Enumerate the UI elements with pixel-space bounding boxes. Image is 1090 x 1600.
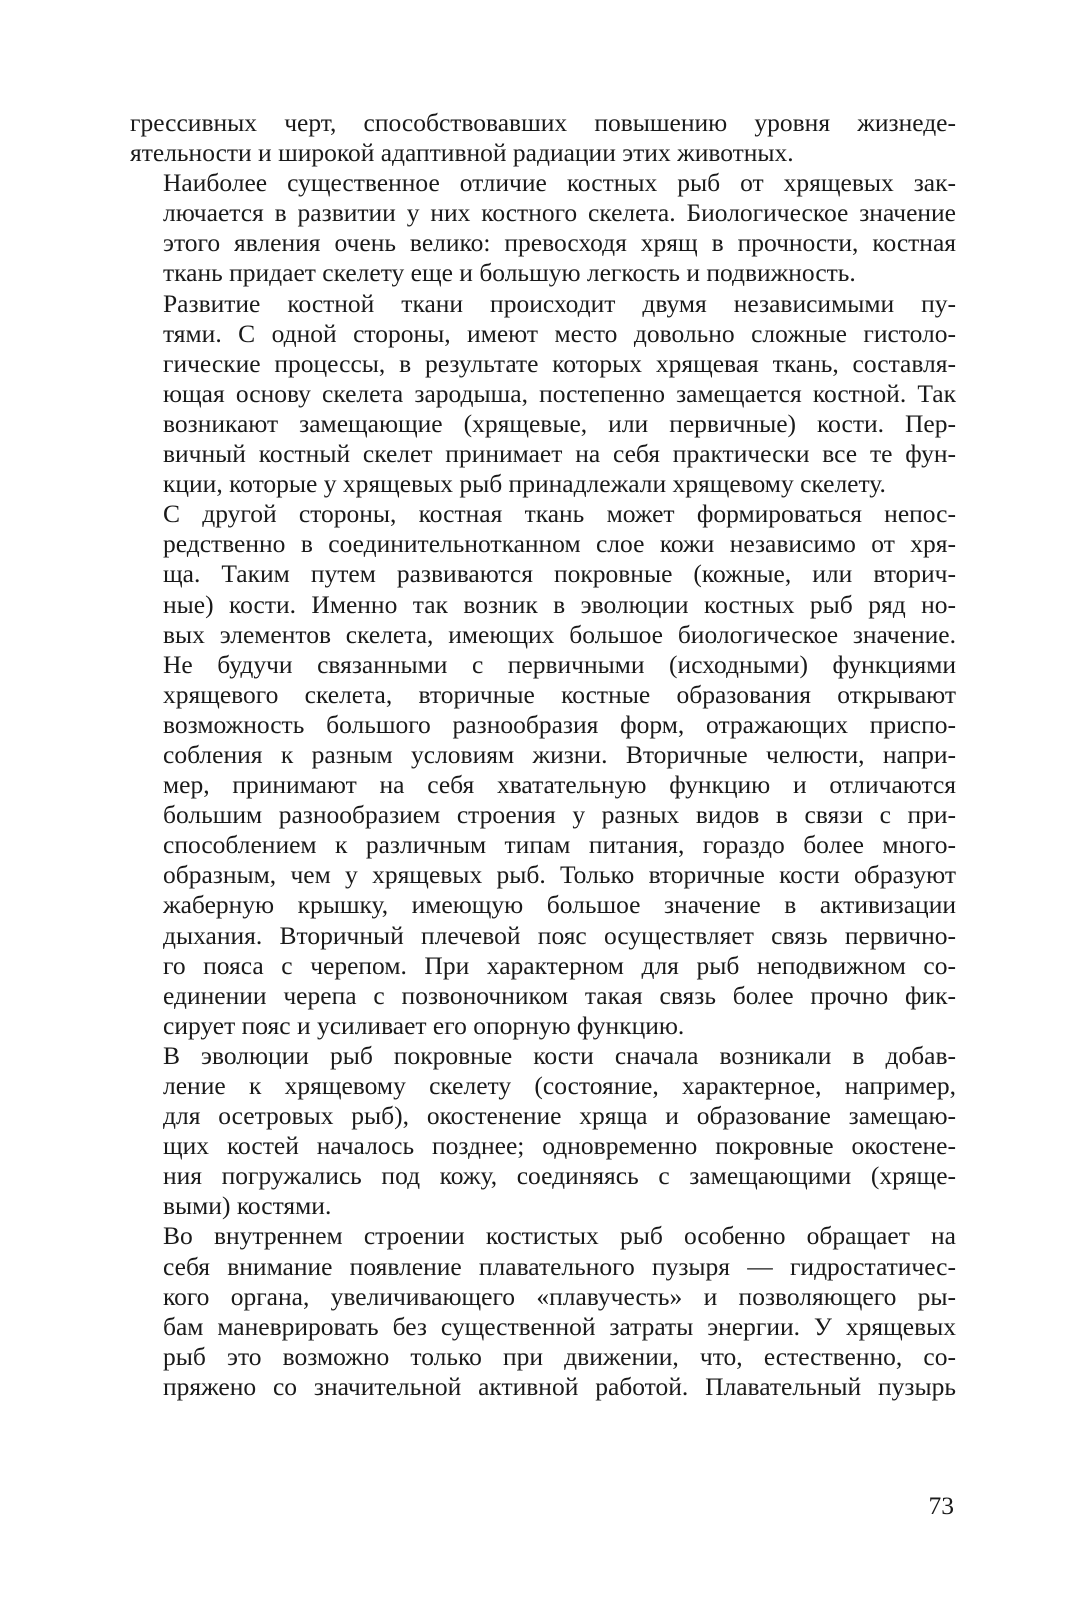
text-line: способлением к различным типам питания, гораздо более много-: [163, 830, 956, 860]
paragraph: [130, 168, 956, 288]
text-line: С другой стороны, костная ткань может формироваться непос-: [163, 499, 956, 529]
text-line: редственно в соединительнотканном слое кожи независимо от хря-: [163, 529, 956, 559]
text-line: вичный костный скелет принимает на себя практически все те фун-: [163, 439, 956, 469]
text-line: рыб это возможно только при движении, что, естественно, со-: [163, 1341, 956, 1371]
text-line: сирует пояс и усиливает его опорную функцию.: [163, 1010, 685, 1040]
text-line: кого органа, увеличивающего «плавучесть» и позволяющего ры-: [163, 1281, 956, 1311]
text-line: вых элементов скелета, имеющих большое биологическое значение.: [163, 619, 956, 649]
text-line: ление к хрящевому скелету (состояние, характерное, например,: [163, 1071, 956, 1100]
text-line: Не будучи связанными с первичными (исходными) функциями: [163, 649, 956, 679]
paragraph: [130, 1221, 956, 1402]
text-line: тями. С одной стороны, имеют место довольно сложные гистоло-: [163, 318, 956, 348]
text-line: мер, принимают на себя хватательную функцию и отличаются: [163, 770, 956, 800]
text-line: грессивных черт, способствовавших повышению уровня жизнеде-: [130, 108, 956, 137]
text-line: щих костей началось позднее; одновременно покровные окостене-: [163, 1131, 956, 1161]
text-line: го пояса с черепом. При характерном для рыб неподвижном со-: [163, 950, 956, 980]
text-line: лючается в развитии у них костного скелета. Биологическое значение: [163, 198, 956, 228]
text-line: себя внимание появление плавательного пузыря — гидростатичес-: [163, 1251, 956, 1281]
text-line: ющая основу скелета зародыша, постепенно замещается костной. Так: [163, 378, 956, 408]
text-line: В эволюции рыб покровные кости сначала возникали в добав-: [163, 1040, 956, 1070]
paragraph: [130, 1041, 956, 1222]
text-line: Наиболее существенное отличие костных рыб от хрящевых зак-: [163, 168, 956, 198]
paragraph: [130, 499, 956, 1041]
text-line: бам маневрировать без существенной затраты энергии. У хрящевых: [163, 1311, 956, 1341]
text-line: возникают замещающие (хрящевые, или первичные) кости. Пер-: [163, 408, 956, 438]
text-line: образным, чем у хрящевых рыб. Только вторичные кости образуют: [163, 860, 956, 890]
text-line: Во внутреннем строении костистых рыб особенно обращает на: [163, 1221, 956, 1251]
text-line: единении черепа с позвоночником такая связь более прочно фик-: [163, 980, 956, 1010]
text-line: ные) кости. Именно так возник в эволюции костных рыб ряд но-: [163, 589, 956, 619]
text-line: ща. Таким путем развиваются покровные (кожные, или вторич-: [163, 559, 956, 589]
text-line: гические процессы, в результате которых хрящевая ткань, составля-: [163, 348, 956, 378]
paragraph: [130, 108, 956, 168]
body-text: [130, 108, 956, 1402]
text-line: кции, которые у хрящевых рыб принадлежали хрящевому скелету.: [163, 469, 886, 499]
text-line: жаберную крышку, имеющую большое значение в активизации: [163, 890, 956, 920]
text-line: ткань придает скелету еще и большую легкость и подвижность.: [163, 258, 856, 288]
text-line: ятельности и широкой адаптивной радиации этих животных.: [130, 138, 794, 168]
text-line: собления к разным условиям жизни. Вторичные челюсти, напри-: [163, 739, 956, 769]
text-line: выми) костями.: [163, 1191, 332, 1221]
text-line: пряжено со значительной активной работой. Плавательный пузырь: [163, 1371, 956, 1401]
text-line: большим разнообразием строения у разных видов в связи с при-: [163, 800, 956, 830]
page-number: 73: [928, 1491, 954, 1520]
text-line: дыхания. Вторичный плечевой пояс осуществляет связь первично-: [163, 920, 956, 950]
paragraph: [130, 289, 956, 500]
text-line: для осетровых рыб), окостенение хряща и образование замещаю-: [163, 1101, 956, 1131]
text-line: возможность большого разнообразия форм, отражающих приспо-: [163, 709, 956, 739]
text-line: Развитие костной ткани происходит двумя независимыми пу-: [163, 288, 956, 318]
text-line: этого явления очень велико: превосходя хрящ в прочности, костная: [163, 228, 956, 258]
text-line: хрящевого скелета, вторичные костные образования открывают: [163, 679, 956, 709]
text-line: ния погружались под кожу, соединяясь с замещающими (хряще-: [163, 1161, 956, 1191]
